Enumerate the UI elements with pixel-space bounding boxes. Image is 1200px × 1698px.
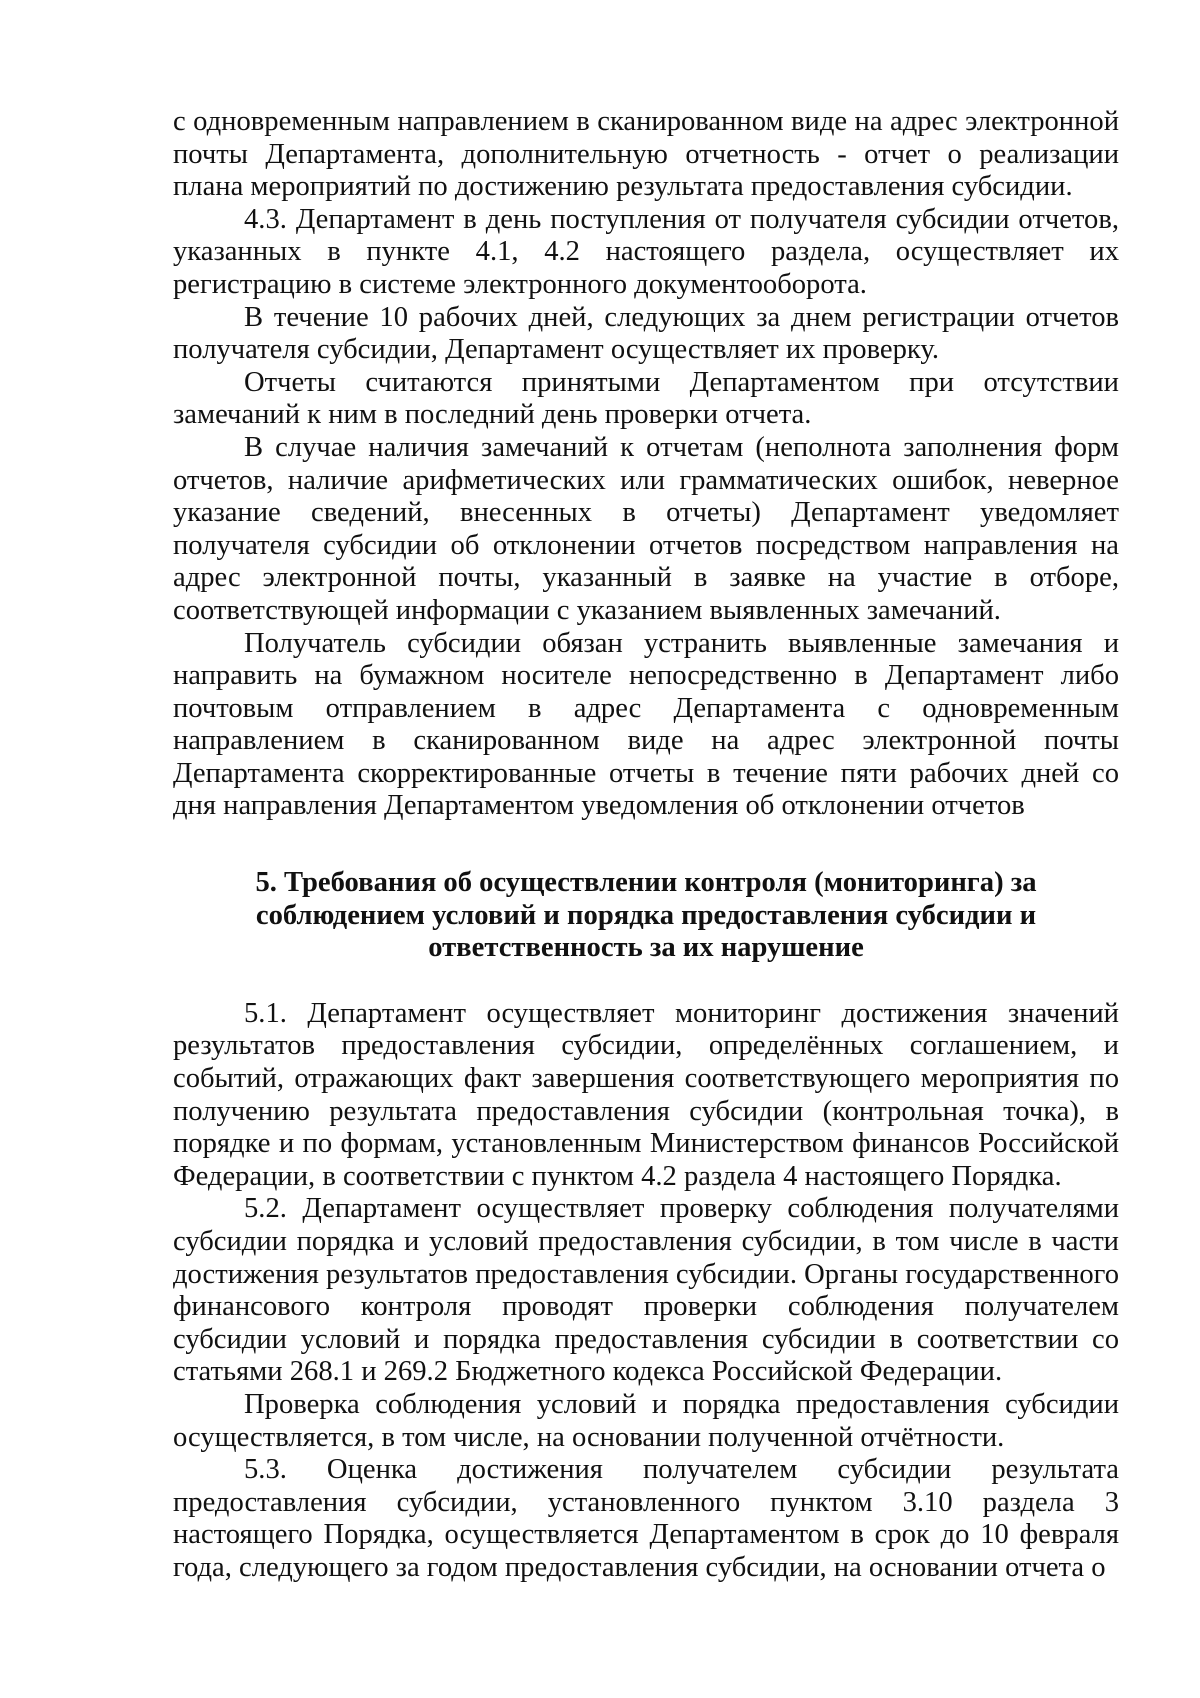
document-page [173,106,1119,1585]
paragraph-5-3: 5.3. Оценка достижения получателем субсидии результата предоставления субсидии, установленного пунктом 3.10 раздела 3 настоящего Порядка, осуществляется Департаментом в срок до 10 февраля года, следующего за годом предоставления субсидии, на основании отчета о [173,1454,1119,1583]
section-heading-line: ответственность за их нарушение [428,932,864,964]
paragraph-recipient-obligation: Получатель субсидии обязан устранить выявленные замечания и направить на бумажном носителе непосредственно в Департамент либо почтовым отправлением в адрес Департамента с одновременным направлением в сканированном виде на адрес электронной почты Департамента скорректированные отчеты в течение пяти рабочих дней со дня направления Департаментом уведомления об отклонении отчетов [173,627,1119,822]
paragraph-reports-accepted: Отчеты считаются принятыми Департаментом при отсутствии замечаний к ним в последний день проверки отчета. [173,366,1119,431]
paragraph-remarks: В случае наличия замечаний к отчетам (неполнота заполнения форм отчетов, наличие арифметических или грамматических ошибок, неверное указание сведений, внесенных в отчеты) Департамент уведомляет получателя субсидии об отклонении отчетов посредством направления на адрес электронной почты, указанный в заявке на участие в отборе, соответствующей информации с указанием выявленных замечаний. [173,431,1119,626]
paragraph-verification-basis: Проверка соблюдения условий и порядка предоставления субсидии осуществляется, в том числе, на основании полученной отчётности. [173,1388,1119,1453]
paragraph-review-period: В течение 10 рабочих дней, следующих за днем регистрации отчетов получателя субсидии, Департамент осуществляет их проверку. [173,301,1119,366]
paragraph-continuation: с одновременным направлением в сканированном виде на адрес электронной почты Департамента, дополнительную отчетность - отчет о реализации плана мероприятий по достижению результата предоставления субсидии. [173,106,1119,203]
paragraph-4-3: 4.3. Департамент в день поступления от получателя субсидии отчетов, указанных в пункте 4.1, 4.2 настоящего раздела, осуществляет их регистрацию в системе электронного документооборота. [173,203,1119,300]
paragraph-5-1: 5.1. Департамент осуществляет мониторинг достижения значений результатов предоставления субсидии, определённых соглашением, и событий, отражающих факт завершения соответствующего мероприятия по получению результата предоставления субсидии (контрольная точка), в порядке и по формам, установленным Министерством финансов Российской Федерации, в соответствии с пунктом 4.2 раздела 4 настоящего Порядка. [173,997,1119,1192]
section-heading-line: соблюдением условий и порядка предоставления субсидии и [255,899,1037,931]
section-5-heading [173,867,1119,965]
section-heading-line: 5. Требования об осуществлении контроля (мониторинга) за [255,867,1037,899]
paragraph-5-2: 5.2. Департамент осуществляет проверку соблюдения получателями субсидии порядка и условий предоставления субсидии, в том числе в части достижения результатов предоставления субсидии. Органы государственного финансового контроля проводят проверки соблюдения получателем субсидии условий и порядка предоставления субсидии в соответствии со статьями 268.1 и 269.2 Бюджетного кодекса Российской Федерации. [173,1193,1119,1388]
